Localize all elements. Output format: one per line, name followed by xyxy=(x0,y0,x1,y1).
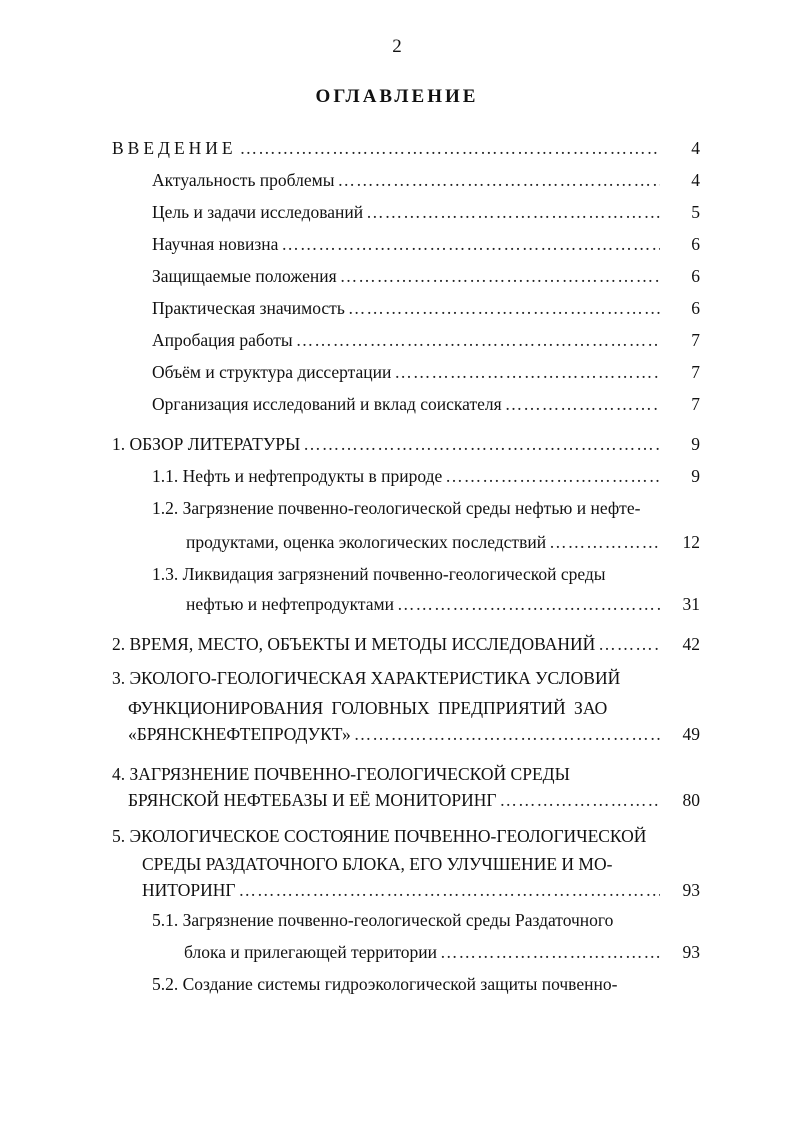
toc-entry-page: 12 xyxy=(682,532,700,552)
toc-entry-significance[interactable] xyxy=(152,296,700,320)
toc-entry-label: 2. ВРЕМЯ, МЕСТО, ОБЪЕКТЫ И МЕТОДЫ ИССЛЕДОВАНИЙ xyxy=(112,634,596,654)
toc-entry-label: продуктами, оценка экологических последствий xyxy=(186,532,547,552)
toc-entry-5-2-line1[interactable]: 5.2. Создание системы гидроэкологической защиты почвенно- xyxy=(152,974,618,994)
toc-entry-page: 9 xyxy=(691,434,700,454)
toc-entry-chapter-3[interactable] xyxy=(128,722,700,746)
toc-entry-1-2-line1[interactable]: 1.2. Загрязнение почвенно-геологической среды нефтью и нефте- xyxy=(152,498,641,518)
toc-entry-relevance[interactable] xyxy=(152,168,700,192)
toc-entry-approbation[interactable] xyxy=(152,328,700,352)
toc-entry-page: 6 xyxy=(691,266,700,286)
toc-entry-chapter-3-line2[interactable]: ФУНКЦИОНИРОВАНИЯ ГОЛОВНЫХ ПРЕДПРИЯТИЙ ЗАО xyxy=(128,698,608,718)
toc-entry-label: Объём и структура диссертации xyxy=(152,362,392,382)
toc-entry-page: 80 xyxy=(682,790,700,810)
toc-entry-label: блока и прилегающей территории xyxy=(184,942,437,962)
toc-entry-page: 6 xyxy=(691,234,700,254)
toc-entry-page: 5 xyxy=(691,202,700,222)
toc-entry-chapter-4[interactable] xyxy=(128,788,700,812)
toc-entry-structure[interactable] xyxy=(152,360,700,384)
toc-entry-label: Организация исследований и вклад соискателя xyxy=(152,394,502,414)
toc-entry-page: 7 xyxy=(691,394,700,414)
toc-entry-page: 4 xyxy=(691,138,700,158)
toc-entry-page: 31 xyxy=(682,594,700,614)
toc-entry-label: Цель и задачи исследований xyxy=(152,202,364,222)
toc-entry-chapter-4-line1[interactable]: 4. ЗАГРЯЗНЕНИЕ ПОЧВЕННО-ГЕОЛОГИЧЕСКОЙ СРЕДЫ xyxy=(112,764,570,784)
toc-entry-5-1[interactable] xyxy=(184,940,700,964)
toc-entry-page: 93 xyxy=(682,942,700,962)
toc-entry-1-1[interactable] xyxy=(152,464,700,488)
toc-entry-label: Практическая значимость xyxy=(152,298,345,318)
toc-entry-goals[interactable] xyxy=(152,200,700,224)
toc-entry-page: 93 xyxy=(682,880,700,900)
toc-entry-label: нефтью и нефтепродуктами xyxy=(186,594,394,614)
toc-entry-page: 9 xyxy=(691,466,700,486)
toc-entry-label: НИТОРИНГ xyxy=(142,880,236,900)
toc-entry-1-3[interactable] xyxy=(186,592,700,616)
toc-entry-label: БРЯНСКОЙ НЕФТЕБАЗЫ И ЕЁ МОНИТОРИНГ xyxy=(128,790,497,810)
toc-entry-label: ВВЕДЕНИЕ xyxy=(112,138,237,158)
toc-entry-label: Защищаемые положения xyxy=(152,266,337,286)
toc-entry-organization[interactable] xyxy=(152,392,700,416)
toc-entry-chapter-5-line1[interactable]: 5. ЭКОЛОГИЧЕСКОЕ СОСТОЯНИЕ ПОЧВЕННО-ГЕОЛОГИЧЕСКОЙ xyxy=(112,826,647,846)
toc-entry-label: 3. ЭКОЛОГО-ГЕОЛОГИЧЕСКАЯ ХАРАКТЕРИСТИКА УСЛОВИЙ xyxy=(112,668,621,688)
toc-entry-label: Научная новизна xyxy=(152,234,279,254)
toc-entry-page: 49 xyxy=(682,724,700,744)
toc-entry-5-1-line1[interactable]: 5.1. Загрязнение почвенно-геологической среды Раздаточного xyxy=(152,910,614,930)
toc-entry-novelty[interactable] xyxy=(152,232,700,256)
toc-entry-chapter-5-line2[interactable]: СРЕДЫ РАЗДАТОЧНОГО БЛОКА, ЕГО УЛУЧШЕНИЕ И МО- xyxy=(142,854,613,874)
toc-entry-chapter-1[interactable] xyxy=(112,432,700,456)
toc-entry-chapter-3-line1[interactable] xyxy=(112,666,640,690)
toc-entry-page: 42 xyxy=(682,634,700,654)
toc-entry-1-3-line1[interactable]: 1.3. Ликвидация загрязнений почвенно-геологической среды xyxy=(152,564,606,584)
toc-entry-page: 7 xyxy=(691,330,700,350)
toc-entry-1-2[interactable] xyxy=(186,530,700,554)
toc-entry-page: 4 xyxy=(691,170,700,190)
page-number: 2 xyxy=(392,36,402,57)
toc-entry-chapter-2[interactable] xyxy=(112,632,700,656)
page-title: ОГЛАВЛЕНИЕ xyxy=(315,86,479,107)
toc-entry-page: 6 xyxy=(691,298,700,318)
toc-entry-label: Актуальность проблемы xyxy=(152,170,335,190)
toc-entry-theses[interactable] xyxy=(152,264,700,288)
toc-entry-page: 7 xyxy=(691,362,700,382)
toc-entry-label: «БРЯНСКНЕФТЕПРОДУКТ» xyxy=(128,724,351,744)
toc-entry-intro[interactable] xyxy=(112,136,700,160)
toc-entry-label: 1.1. Нефть и нефтепродукты в природе xyxy=(152,466,443,486)
toc-entry-chapter-5[interactable] xyxy=(142,878,700,902)
toc-entry-label: 1. ОБЗОР ЛИТЕРАТУРЫ xyxy=(112,434,301,454)
toc-entry-label: Апробация работы xyxy=(152,330,293,350)
